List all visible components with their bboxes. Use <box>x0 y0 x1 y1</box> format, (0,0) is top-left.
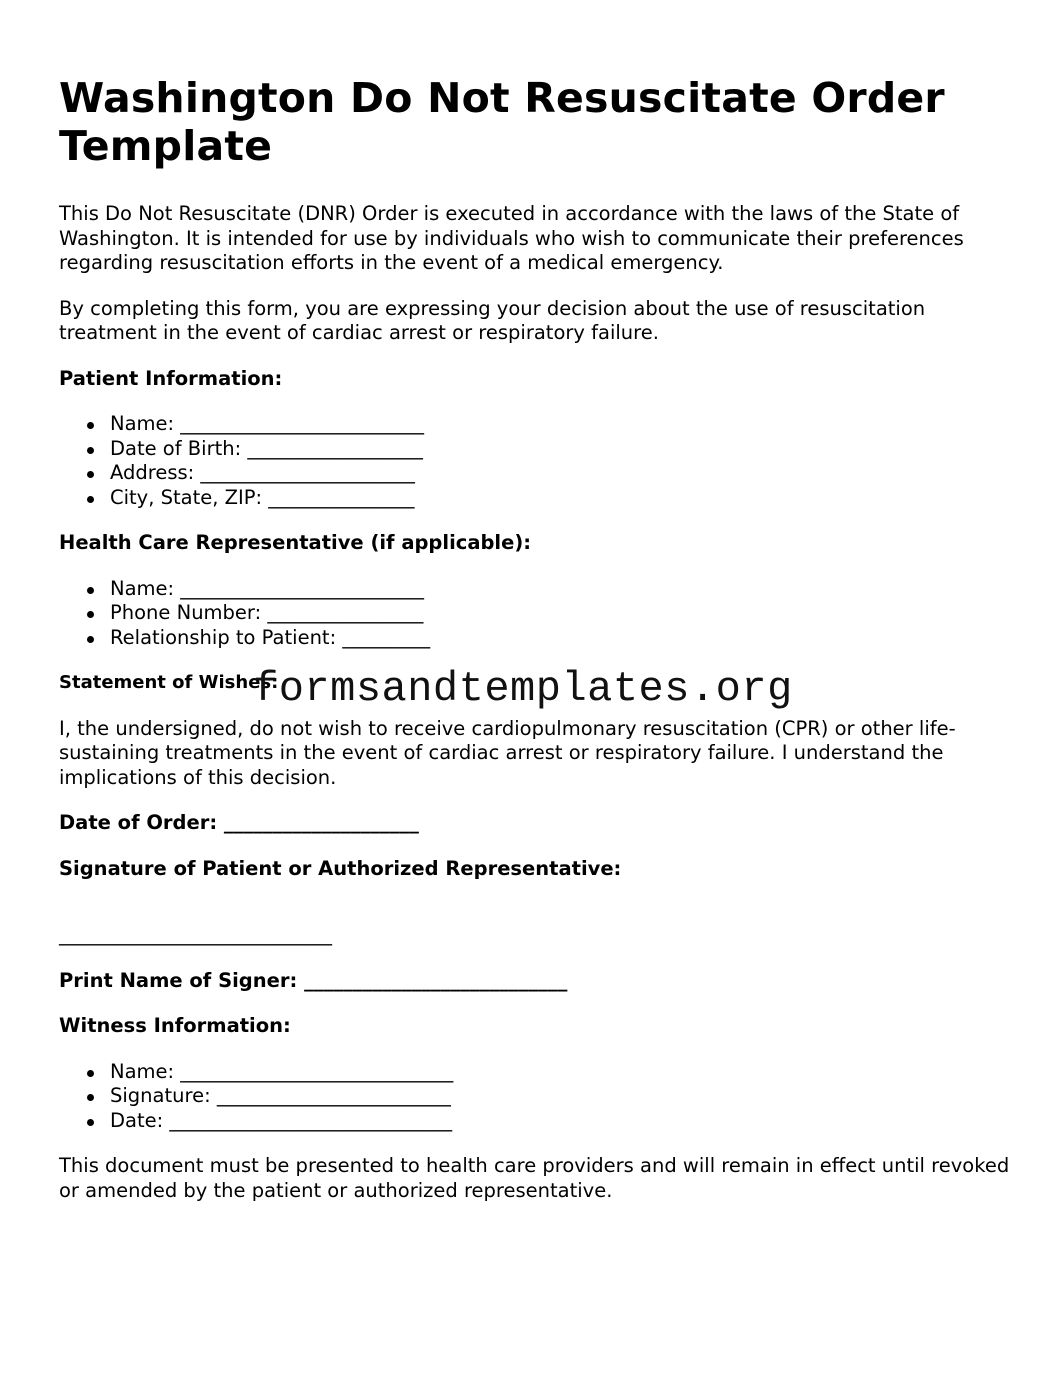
watermark: formsandtemplates.org <box>253 665 793 713</box>
statement-of-wishes-heading: Statement of Wishes: <box>59 672 279 693</box>
witness-signature-field[interactable]: Signature: ________________________ <box>110 1084 1019 1109</box>
representative-name-field[interactable]: Name: _________________________ <box>110 577 1019 602</box>
patient-address-field[interactable]: Address: ______________________ <box>110 461 1019 486</box>
witness-info-heading: Witness Information: <box>59 1014 291 1037</box>
signature-spacer <box>59 902 1019 923</box>
statement-of-wishes-text: I, the undersigned, do not wish to receive cardiopulmonary resuscitation (CPR) or other life-sustaining treatments in the event of cardiac arrest or respiratory failure. I understand the implications of this decision. <box>59 716 956 789</box>
representative-list <box>59 577 1019 651</box>
date-of-order-field[interactable]: Date of Order: ____________________ <box>59 811 419 834</box>
witness-info-list <box>59 1060 1019 1134</box>
intro-paragraph-1: This Do Not Resuscitate (DNR) Order is executed in accordance with the laws of the State of Washington. It is intended for use by individuals who wish to communicate their preferences regarding resuscitation efforts in the event of a medical emergency. <box>59 202 964 274</box>
representative-phone-field[interactable]: Phone Number: ________________ <box>110 601 1019 626</box>
patient-name-field[interactable]: Name: _________________________ <box>110 412 1019 437</box>
closing-paragraph: This document must be presented to health care providers and will remain in effect until revoked or amended by the patient or authorized representative. <box>59 1154 1010 1202</box>
witness-date-field[interactable]: Date: _____________________________ <box>110 1109 1019 1134</box>
signature-line[interactable]: ____________________________ <box>59 923 332 946</box>
print-name-field[interactable]: Print Name of Signer: ___________________________ <box>59 968 568 992</box>
patient-city-state-zip-field[interactable]: City, State, ZIP: _______________ <box>110 486 1019 511</box>
document-page <box>59 74 1019 1224</box>
representative-heading: Health Care Representative (if applicable): <box>59 531 532 554</box>
patient-dob-field[interactable]: Date of Birth: __________________ <box>110 437 1019 462</box>
document-title: Washington Do Not Resuscitate Order Template <box>59 74 945 170</box>
witness-name-field[interactable]: Name: ____________________________ <box>110 1060 1019 1085</box>
patient-info-heading: Patient Information: <box>59 366 283 390</box>
patient-info-list <box>59 412 1019 510</box>
signature-heading: Signature of Patient or Authorized Representative: <box>59 856 622 880</box>
representative-relationship-field[interactable]: Relationship to Patient: _________ <box>110 626 1019 651</box>
intro-paragraph-2: By completing this form, you are expressing your decision about the use of resuscitation treatment in the event of cardiac arrest or respiratory failure. <box>59 296 926 344</box>
